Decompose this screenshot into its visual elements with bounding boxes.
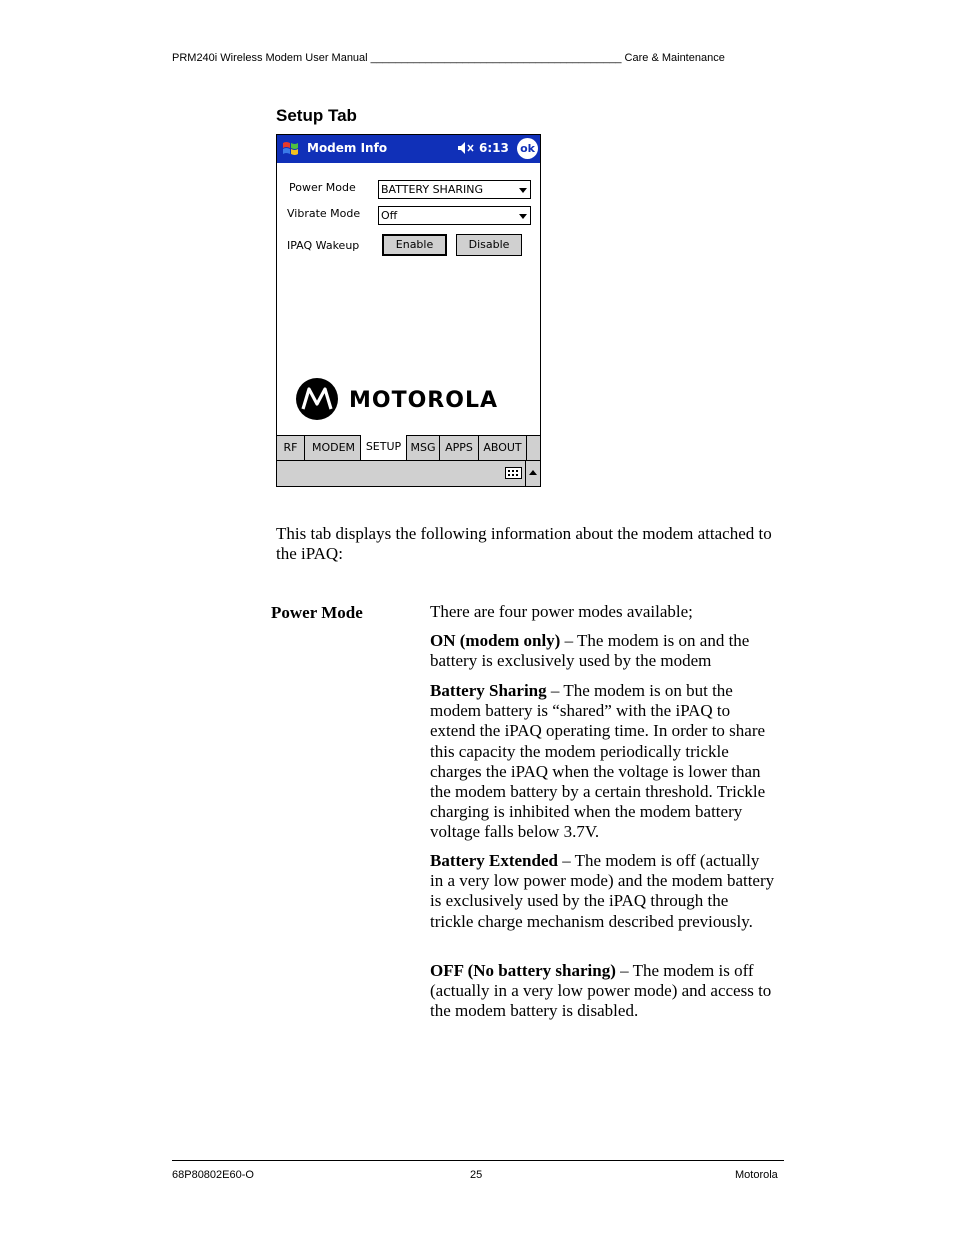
tab-apps[interactable]: APPS	[440, 436, 479, 460]
chevron-down-icon	[519, 188, 527, 193]
running-header: PRM240i Wireless Modem User Manual _________________________________________ Care & Maintenance	[172, 52, 725, 64]
footer-doc-number: 68P80802E60-O	[172, 1169, 254, 1181]
intro-paragraph: This tab displays the following information about the modem attached to the iPAQ:	[276, 524, 772, 564]
definition-item-battery-sharing	[430, 681, 775, 843]
definition-item-on	[430, 631, 775, 671]
window-title: Modem Info	[307, 141, 388, 155]
tab-bar	[277, 435, 540, 460]
power-mode-select[interactable]	[378, 180, 531, 199]
item-term: Battery Sharing	[430, 681, 547, 700]
item-text: – The modem is on and the battery is exclusively used by the modem	[430, 631, 750, 671]
item-term: OFF (No battery sharing)	[430, 961, 616, 980]
power-mode-value: BATTERY SHARING	[381, 183, 483, 196]
definition-term: Power Mode	[271, 603, 363, 622]
vibrate-mode-value: Off	[381, 209, 398, 222]
page-number: 25	[470, 1169, 483, 1181]
speaker-icon[interactable]	[457, 141, 475, 155]
vibrate-mode-select[interactable]	[378, 206, 531, 225]
keyboard-icon[interactable]	[505, 467, 522, 479]
tab-setup[interactable]: SETUP	[361, 435, 407, 460]
definition-item-off	[430, 961, 775, 1022]
definition-item-battery-extended	[430, 851, 775, 932]
command-bar	[277, 460, 540, 486]
title-bar	[277, 135, 540, 163]
input-panel-arrow-icon[interactable]	[525, 461, 540, 486]
item-term: ON (modem only)	[430, 631, 561, 650]
disable-button[interactable]: Disable	[456, 234, 522, 256]
tab-about[interactable]: ABOUT	[479, 436, 527, 460]
logo-text: MOTOROLA	[349, 388, 498, 413]
power-mode-label: Power Mode	[289, 181, 356, 194]
clock[interactable]: 6:13	[479, 141, 509, 155]
enable-button[interactable]: Enable	[382, 234, 447, 256]
tab-msg[interactable]: MSG	[407, 436, 440, 460]
footer-company: Motorola	[735, 1169, 778, 1181]
chevron-down-icon	[519, 214, 527, 219]
windows-start-icon[interactable]	[280, 138, 301, 159]
motorola-logo	[295, 377, 525, 421]
definition-lead: There are four power modes available;	[430, 602, 693, 621]
tab-rf[interactable]: RF	[277, 436, 305, 460]
tab-modem[interactable]: MODEM	[307, 436, 361, 460]
item-term: Battery Extended	[430, 851, 558, 870]
ipaq-wakeup-label: IPAQ Wakeup	[287, 239, 360, 252]
item-text: – The modem is off (actually in a very low power mode) and access to the modem battery is disabled.	[430, 961, 772, 1021]
item-text: – The modem is off (actually in a very low power mode) and the modem battery is exclusively used by the iPAQ through the trickle charge mechanism described previously.	[430, 851, 775, 931]
item-text: – The modem is on but the modem battery is “shared” with the iPAQ to extend the iPAQ operating time. In order to share this capacity the modem periodically trickle charges the iPAQ when the voltage is lower than the modem battery by a certain threshold. Trickle charging is inhibited when the modem battery voltage falls below 3.7V.	[430, 681, 766, 842]
footer-rule	[172, 1160, 784, 1161]
pda-screenshot	[276, 134, 541, 487]
vibrate-mode-label: Vibrate Mode	[287, 207, 361, 220]
section-title: Setup Tab	[276, 106, 357, 125]
ok-button[interactable]: ok	[517, 138, 538, 159]
